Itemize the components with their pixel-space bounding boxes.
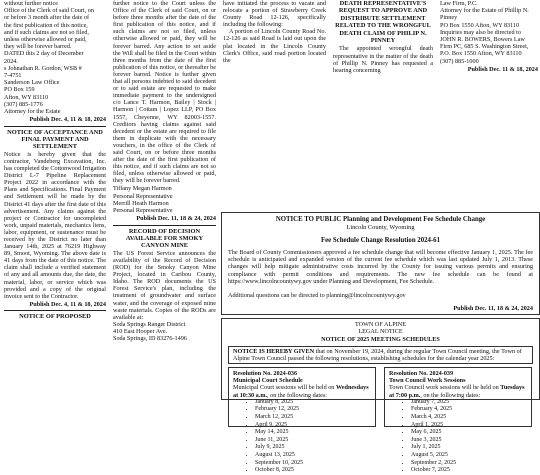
- text-line: Attorney for the Estate: [4, 108, 61, 116]
- road-vacate-body-2: A portion of Lincoln County Road No. 12-126 as said Road is laid out upon the plat located in the Lincoln County Clerk's Office, said road portion located the: [223, 28, 326, 64]
- schedule-date: • October 7, 2025: [411, 467, 527, 475]
- schedule-date: • July 9, 2025: [255, 444, 371, 452]
- signature-line: Personal Representative: [113, 192, 173, 200]
- court-dates-list: [233, 399, 371, 475]
- text-line: s Johnathan R. Gordon, WSB #: [4, 64, 82, 72]
- contact-line: Inquiries may also be directed to: [440, 28, 521, 36]
- road-vacate-body: have initiated the process to vacate and relocate a portion of Strawberry Creek County Road 12-126, specifically including the following:: [223, 0, 326, 29]
- text-line: unless otherwise allowed or paid,: [4, 36, 87, 44]
- schedule-date: • February 12, 2025: [255, 406, 371, 414]
- court-schedule-box: [228, 367, 376, 474]
- signature-line: Merrill Heath Harmon: [113, 199, 169, 207]
- notice-heading-proposed: NOTICE OF PROPOSED: [19, 313, 91, 321]
- schedule-date: • March 12, 2025: [255, 414, 371, 422]
- address-line: 410 East Hooper Ave.: [113, 328, 168, 336]
- text-line: (307) 885-1776: [4, 100, 43, 108]
- contact-line: Law Firm, P.C.: [440, 0, 478, 7]
- divider: [4, 126, 106, 127]
- fee-notice-county: Lincoln County, Wyoming: [346, 224, 415, 231]
- fee-schedule-notice: [221, 212, 540, 315]
- contact-line: Firm PC, 685 S. Washington Street,: [440, 43, 529, 51]
- schedule-title: Town Council Work Sessions: [389, 377, 466, 385]
- contact-line: Attorney for the Estate of Phillip N.: [440, 7, 529, 15]
- notice-lead: NOTICE IS HEREBY GIVEN: [233, 347, 315, 355]
- schedule-date: • August 5, 2025: [411, 452, 527, 460]
- notice-text: that on November 19, 2024, during the regular Town Council meeting, the Town of Alpine Town Council passed the following resolutions, establishing schedules for the calendar year 2025:: [233, 347, 522, 363]
- signature-line: Personal Representative: [113, 207, 173, 215]
- schedule-date: • February 4, 2025: [411, 406, 527, 414]
- schedule-date: • March 4, 2025: [411, 414, 527, 422]
- text-line: and if such claims are not so filed,: [4, 28, 89, 36]
- column-4: [331, 0, 435, 212]
- schedule-date: • August 13, 2025: [255, 452, 371, 460]
- text-line: Afton, WY 83110: [4, 93, 49, 101]
- address-line: Soda Springs Ranger District: [113, 320, 186, 328]
- text-line: without further notice: [4, 0, 58, 7]
- column-1: [0, 0, 108, 400]
- publish-date: Publish Dec. 11, 18 & 24, 2024: [453, 305, 533, 313]
- schedule-date: • January 8, 2025: [255, 399, 371, 407]
- text-line: 7-4751: [4, 72, 22, 80]
- column-2: [111, 0, 218, 400]
- ranger-district-address: [113, 321, 216, 343]
- publish-date: Publish Dec. 4, 11 & 18, 2024: [29, 116, 106, 124]
- text-line: they will be forever barred.: [4, 43, 72, 51]
- contact-line: PO Box 1550 Afton, WY 83110: [440, 21, 520, 29]
- contact-line: P.O. Box 1550 Afton, WY 83110: [440, 50, 522, 58]
- resolution-number: Resolution No. 2024-039: [389, 370, 454, 377]
- probate-notice-body: further notice to the Court unless the Office of the Clerk of said Court, on or before three months after the date of the first publication of this notice, and if such claims are not so filed, unless otherwise allowed or paid, they will be forever barred. Any action to set aside the Will shall be filed in the Court within three months from the date of the first publication of this notice, or thereafter be forever barred. Notice is further given that all persons indebted to said decedent or to said estate are requested to make immediate payment to the undersigned c/o Lance T. Harmon, Bailey | Stock | Harmon | Cottam | Lopez LLP, PO Box 1557, Cheyenne, WY 82003-1557. Creditors having claims against said decedent or the estate are required to file them in duplicate with the necessary vouchers, in the office of the Clerk of said Court, on or before three months after the date of the first publication of this notice, and if such claims are not so filed, unless otherwise allowed or paid, they will be forever barred.: [113, 0, 216, 185]
- work-session-schedule-box: [384, 367, 532, 474]
- divider: [113, 225, 216, 226]
- text-line: or before 3 month after the date of: [4, 14, 90, 22]
- schedule-date: • April 9, 2025: [255, 422, 371, 430]
- town-notice-intro: [228, 346, 533, 364]
- schedule-date: • July 1, 2025: [411, 444, 527, 452]
- contact-line: (307) 885-1000: [440, 57, 479, 65]
- meeting-schedule-heading: NOTICE OF 2025 MEETING SCHEDULES: [321, 335, 440, 343]
- text-line: 2024.: [4, 57, 18, 65]
- schedule-date: • October 8, 2025: [255, 467, 371, 475]
- work-session-dates-list: [389, 399, 527, 475]
- notice-heading-wrongful-death: DEATH REPRESENTATIVE'S REQUEST TO APPROVE AND DISTRIBUTE SETTLEMENT RELATED TO THE WRONGFUL DEATH CLAIM OF PHILIP N. PINNEY: [335, 0, 431, 45]
- fee-notice-contact: Additional questions can be directed to planning@lincolncountywy.gov: [228, 291, 406, 299]
- text-line: DATED this 2 day of December: [4, 50, 84, 58]
- publish-date: Publish Dec. 11, 18 & 24, 2024: [136, 215, 216, 223]
- column-5: [438, 0, 540, 212]
- publish-date: Publish Dec. 4, 11 & 18, 2024: [29, 300, 106, 308]
- text-line: Sanderson Law Office: [4, 79, 60, 87]
- schedule-date: • April 1, 2025: [411, 422, 527, 430]
- schedule-date: • May 14, 2025: [255, 429, 371, 437]
- schedule-date: • September 2, 2025: [411, 460, 527, 468]
- town-name: TOWN OF ALPINE: [354, 321, 407, 328]
- attorney-contact-lines: [440, 0, 538, 65]
- legal-notice-label: LEGAL NOTICE: [358, 328, 403, 336]
- notice-heading-acceptance: NOTICE OF ACCEPTANCE AND FINAL PAYMENT AND SETTLEMENT: [7, 128, 103, 151]
- notice-body-acceptance: Notice is hereby given that the contractor, Vandeberg Excavation, Inc. has completed the Cottonwood Irrigation District L-7 Pipeline Replacement Project 2022 in accordance with the Plans and Specifications. Final Payment and Settlement will be made by the District 41 days after the first date of this advertisement. Any claims against the project or Contractor for uncompleted work, unpaid materials, mechanics liens, labor, equipment, or sustenance must be received by the District no later than January 14th, 2025 at 76219 Highway 89, Smoot, Wyoming. The above date is 41 days from the date of this notice. The claim shall include a verified statement of any and all amounts due, the date, the material, labor, or service which was provided and a copy of the original invoice sent to the Contractor.: [4, 150, 106, 300]
- fee-notice-body: The Board of County Commissioners approved a fee schedule change that will become effective January 1, 2025. The fee schedule is anticipated and expanded version of the current fee schedule which was last updated July 1, 2013. These changes will help mitigate administrative costs incurred by the County for issuing various permits and ensuring compliance with permit conditions and requirements. The new fee schedule can be found at https://www.lincolncountywy.gov under Planning and Development, Fee Schedule.: [228, 248, 533, 286]
- text-line: Office of the Clerk of said Court, on: [4, 7, 94, 15]
- smoky-canyon-body: The US Forest Service announces the availability of the Record of Decision (ROD) for the Smoky Canyon Mine Project, located in Caribou County, Idaho. The ROD documents the US Forest Service's plan, including the treatment of groundwater and surface water, and the coverage of exposed mine waste materials. Copies of the RODs are available at:: [113, 249, 216, 321]
- estate-notice-lines: [4, 0, 106, 115]
- text-line: the first publication of this notice,: [4, 21, 88, 29]
- column-3: [221, 0, 328, 212]
- schedule-title: Municipal Court Schedule: [233, 377, 303, 385]
- resolution-number: Resolution No. 2024-036: [233, 370, 298, 377]
- divider: [4, 310, 106, 311]
- contact-line: Pinney: [440, 14, 458, 22]
- schedule-date: • June 3, 2025: [411, 437, 527, 445]
- schedule-date: • January 7, 2025: [411, 399, 527, 407]
- schedule-date: • September 10, 2025: [255, 460, 371, 468]
- text-line: PO Box 159: [4, 86, 35, 94]
- schedule-date: • May 6, 2025: [411, 429, 527, 437]
- signature-line: Tiffany Megan Harmon: [113, 185, 172, 193]
- publish-date: Publish Dec. 11 & 18, 2024: [467, 65, 538, 73]
- town-of-alpine-notice: [221, 318, 540, 474]
- signature-block: [113, 185, 216, 214]
- notice-heading-smoky-canyon: RECORD OF DECISION AVAILABLE FOR SMOKY CANYON MINE: [125, 227, 204, 250]
- fee-notice-title: NOTICE TO PUBLIC Planning and Development Fee Schedule Change: [275, 216, 486, 223]
- schedule-date: • June 11, 2025: [255, 437, 371, 445]
- fee-notice-resolution: Fee Schedule Change Resolution 2024-61: [321, 236, 440, 244]
- schedule-description: Municipal Court sessions will be held on Wednesdays at 10:30 a.m., on the following dates:: [233, 384, 369, 399]
- address-line: Soda Springs, ID 83276-1496: [113, 335, 187, 343]
- contact-line: JOHN R. BOWERS, Bowers Law: [440, 36, 525, 44]
- wrongful-death-body: The appointed wrongful death representative in the matter of the death of Phillip N. Pinney has requested a hearing concerning: [333, 45, 433, 74]
- schedule-description: Town Council work sessions will be held on Tuesdays at 7:00 p.m., on the following dates:: [389, 384, 525, 399]
